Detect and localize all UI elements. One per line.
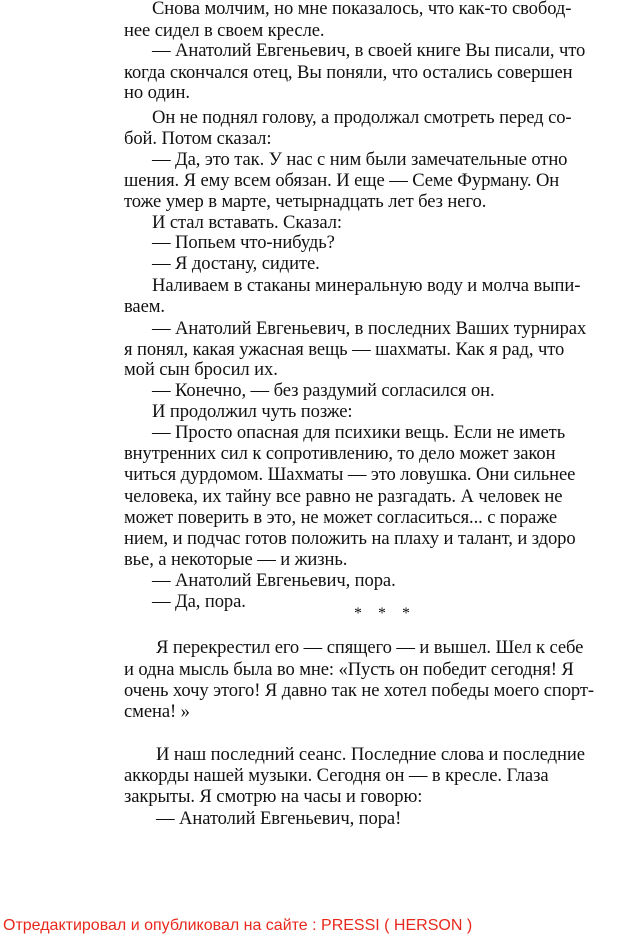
text-line: — Просто опасная для психики вещь. Если не иметь [152,422,566,443]
text-line: бой. Потом сказал: [124,128,272,149]
text-line: я понял, какая ужасная вещь — шахматы. Как я рад, что [124,339,565,360]
text-line: Снова молчим, но мне показалось, что как-то свобод- [152,0,572,19]
text-line: внутренних сил к сопротивлению, то дело может закон [124,443,556,464]
text-line: нее сидел в своем кресле. [124,20,325,41]
text-line: ваем. [124,296,165,317]
text-line: смена! » [124,701,190,722]
publisher-footer: Отредактировал и опубликовал на сайте : PRESSI ( HERSON ) [3,917,473,934]
text-line: вье, а некоторые — и жизнь. [124,549,348,570]
text-line: человека, их тайну все равно не разгадать. А человек не [124,486,563,507]
text-line: — Конечно, — без раздумий согласился он. [152,380,495,401]
text-line: Наливаем в стаканы минеральную воду и молча выпи- [152,275,581,296]
text-line: И продолжил чуть позже: [152,401,353,422]
text-line: — Анатолий Евгеньевич, в своей книге Вы писали, что [152,40,586,61]
text-line: — Попьем что-нибудь? [152,232,335,253]
text-line: но один. [124,82,190,103]
text-line: Он не поднял голову, а продолжал смотреть перед со- [152,107,572,128]
text-line: — Я достану, сидите. [152,253,320,274]
text-line: И стал вставать. Сказал: [152,212,342,233]
text-line: закрыты. Я смотрю на часы и говорю: [124,786,423,807]
section-separator: * * * [354,605,416,622]
text-line: нием, и подчас готов положить на плаху и талант, и здоро [124,528,576,549]
text-line: шения. Я ему всем обязан. И еще — Семе Фурману. Он [124,170,560,191]
text-line: тоже умер в марте, четырнадцать лет без него. [124,191,487,212]
text-line: когда скончался отец, Вы поняли, что остались совершен [124,62,573,83]
text-line: очень хочу этого! Я давно так не хотел победы моего спорт- [124,680,594,701]
text-line: — Да, пора. [152,591,246,612]
text-line: мой сын бросил их. [124,359,278,380]
text-line: может поверить в это, не может согласиться... с пораже [124,507,557,528]
text-line: читься дурдомом. Шахматы — это ловушка. Они сильнее [124,464,576,485]
text-line: — Анатолий Евгеньевич, пора! [156,808,402,829]
text-line: Я перекрестил его — спящего — и вышел. Шел к себе [156,637,584,658]
text-line: аккорды нашей музыки. Сегодня он — в кресле. Глаза [124,765,549,786]
text-line: — Анатолий Евгеньевич, в последних Ваших турнирах [152,318,587,339]
text-line: — Анатолий Евгеньевич, пора. [152,570,396,591]
text-line: — Да, это так. У нас с ним были замечательные отно [152,149,568,170]
text-line: И наш последний сеанс. Последние слова и последние [156,744,585,765]
text-line: и одна мысль была во мне: «Пусть он победит сегодня! Я [124,659,574,680]
